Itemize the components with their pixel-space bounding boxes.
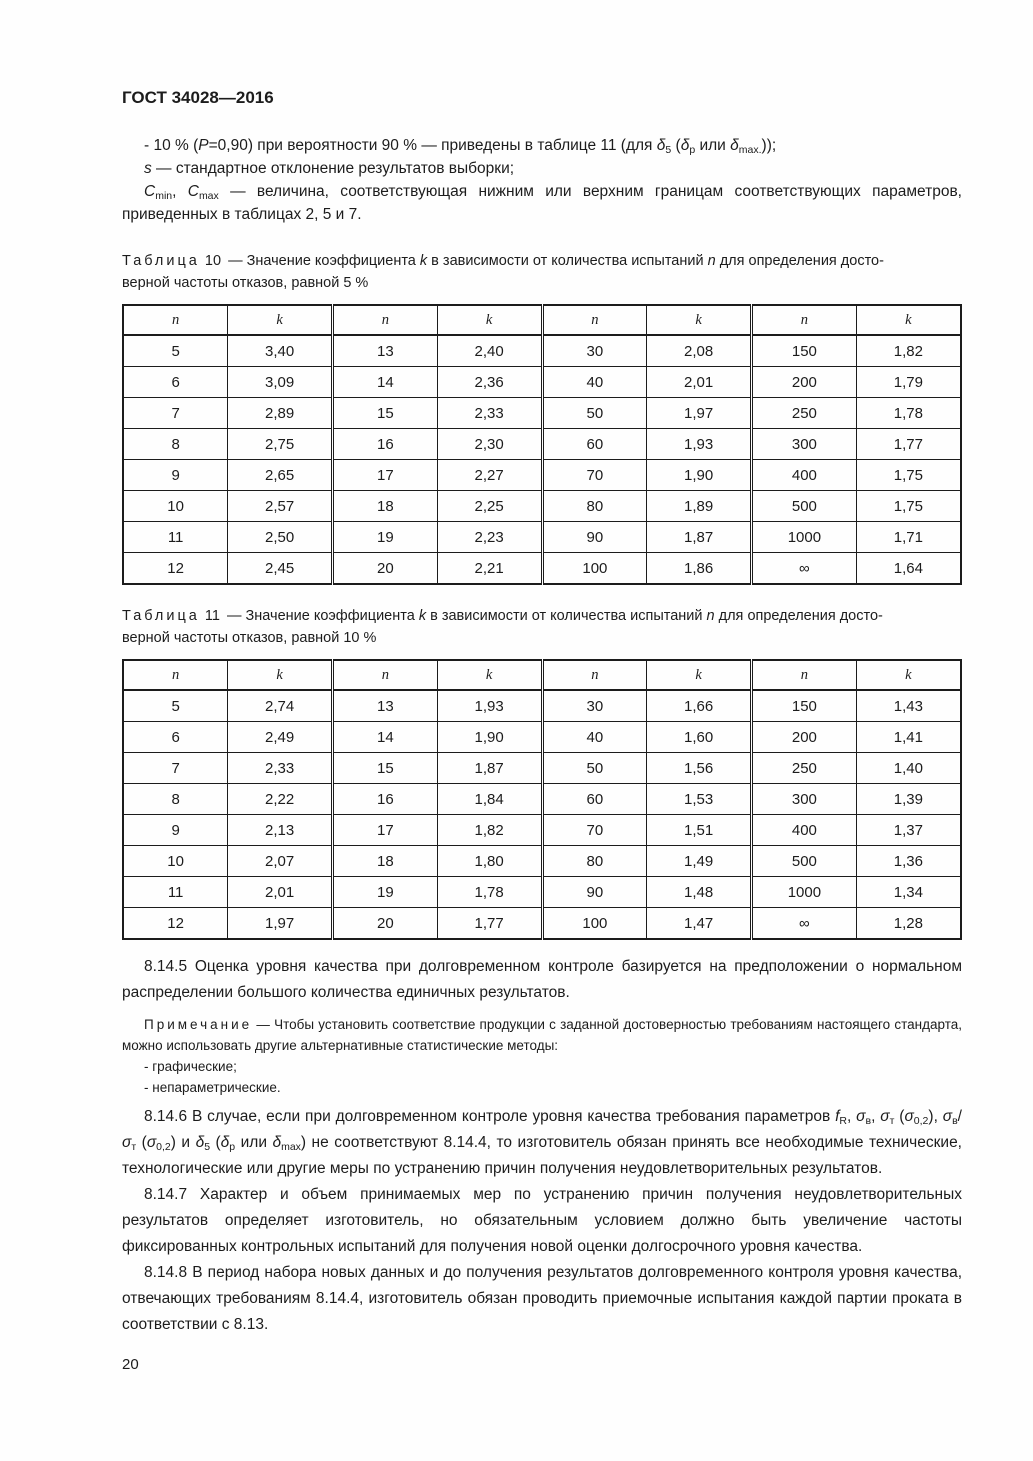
cell-k: 1,89 bbox=[647, 491, 752, 522]
cell-n: 5 bbox=[123, 690, 228, 722]
cell-k: 1,77 bbox=[437, 908, 542, 940]
cell-n: 18 bbox=[333, 491, 438, 522]
table-row bbox=[123, 690, 961, 722]
cell-n: 11 bbox=[123, 522, 228, 553]
cell-k: 2,57 bbox=[228, 491, 333, 522]
table-row bbox=[123, 367, 961, 398]
cell-k: 1,43 bbox=[856, 690, 961, 722]
cell-n: 250 bbox=[752, 753, 857, 784]
cell-n: 1000 bbox=[752, 877, 857, 908]
cell-k: 2,89 bbox=[228, 398, 333, 429]
cell-k: 1,80 bbox=[437, 846, 542, 877]
doc-header: ГОСТ 34028—2016 bbox=[122, 88, 274, 107]
cell-n: 15 bbox=[333, 398, 438, 429]
cell-n: ∞ bbox=[752, 553, 857, 585]
cell-n: 13 bbox=[333, 335, 438, 367]
table-row bbox=[123, 784, 961, 815]
cell-k: 2,50 bbox=[228, 522, 333, 553]
cell-k: 2,13 bbox=[228, 815, 333, 846]
cell-n: 150 bbox=[752, 690, 857, 722]
cell-n: 20 bbox=[333, 908, 438, 940]
cell-n: 9 bbox=[123, 460, 228, 491]
table-row bbox=[123, 553, 961, 585]
table10-caption-label: Таблица bbox=[122, 253, 200, 269]
cell-k: 1,53 bbox=[647, 784, 752, 815]
data-table-11 bbox=[122, 659, 962, 940]
table-row bbox=[123, 460, 961, 491]
table11-caption-number: 11 bbox=[204, 608, 220, 624]
cell-k: 1,93 bbox=[647, 429, 752, 460]
cell-n: 400 bbox=[752, 815, 857, 846]
cell-n: 17 bbox=[333, 815, 438, 846]
body-text bbox=[122, 954, 962, 1338]
cell-k: 1,36 bbox=[856, 846, 961, 877]
cell-n: 50 bbox=[542, 398, 647, 429]
intro-block bbox=[122, 134, 962, 226]
cell-k: 1,78 bbox=[437, 877, 542, 908]
table-row bbox=[123, 398, 961, 429]
note-text: — Чтобы установить соответствие продукции с заданной достоверностью требованиям настоящего стандарта, можно использовать другие альтернативные статистические методы: bbox=[122, 1017, 962, 1053]
col-header-k: k bbox=[647, 660, 752, 690]
cell-k: 3,09 bbox=[228, 367, 333, 398]
cell-k: 2,22 bbox=[228, 784, 333, 815]
cell-k: 1,48 bbox=[647, 877, 752, 908]
cell-k: 1,64 bbox=[856, 553, 961, 585]
cell-k: 1,66 bbox=[647, 690, 752, 722]
cell-n: 8 bbox=[123, 429, 228, 460]
table10-caption-text2: верной частоты отказов, равной 5 % bbox=[122, 275, 369, 291]
table-row bbox=[123, 429, 961, 460]
cell-n: 40 bbox=[542, 722, 647, 753]
cell-n: 5 bbox=[123, 335, 228, 367]
table-row bbox=[123, 753, 961, 784]
cell-n: 500 bbox=[752, 846, 857, 877]
cell-k: 2,25 bbox=[437, 491, 542, 522]
cell-n: 400 bbox=[752, 460, 857, 491]
cell-n: 12 bbox=[123, 908, 228, 940]
table-row bbox=[123, 722, 961, 753]
table-row bbox=[123, 815, 961, 846]
col-header-n: n bbox=[542, 305, 647, 335]
cell-k: 2,75 bbox=[228, 429, 333, 460]
cell-n: 10 bbox=[123, 491, 228, 522]
col-header-k: k bbox=[437, 305, 542, 335]
cell-k: 2,01 bbox=[647, 367, 752, 398]
intro-line-2: s — стандартное отклонение результатов выборки; bbox=[144, 160, 515, 177]
cell-k: 2,65 bbox=[228, 460, 333, 491]
cell-k: 2,49 bbox=[228, 722, 333, 753]
cell-k: 1,75 bbox=[856, 491, 961, 522]
cell-n: 19 bbox=[333, 522, 438, 553]
col-header-k: k bbox=[647, 305, 752, 335]
col-header-k: k bbox=[228, 305, 333, 335]
table-row bbox=[123, 335, 961, 367]
cell-n: 16 bbox=[333, 784, 438, 815]
paragraph-8-14-8: 8.14.8 В период набора новых данных и до получения результатов долговременного контроля уровня качества, отвечающих требованиям 8.14.4, изготовитель обязан проводить приемочные испытания каждой партии проката в соответствии с 8.13. bbox=[122, 1264, 962, 1333]
cell-n: 90 bbox=[542, 522, 647, 553]
cell-k: 2,23 bbox=[437, 522, 542, 553]
cell-k: 1,34 bbox=[856, 877, 961, 908]
cell-n: 13 bbox=[333, 690, 438, 722]
table-row bbox=[123, 877, 961, 908]
cell-k: 1,47 bbox=[647, 908, 752, 940]
col-header-n: n bbox=[542, 660, 647, 690]
note-item-1: - графические; bbox=[144, 1059, 237, 1074]
cell-k: 2,30 bbox=[437, 429, 542, 460]
cell-n: 14 bbox=[333, 722, 438, 753]
table10-caption-number: 10 bbox=[204, 253, 222, 269]
cell-n: 60 bbox=[542, 429, 647, 460]
cell-n: 30 bbox=[542, 690, 647, 722]
cell-n: 7 bbox=[123, 753, 228, 784]
table11-caption-label: Таблица bbox=[122, 608, 200, 624]
cell-k: 1,51 bbox=[647, 815, 752, 846]
cell-n: 50 bbox=[542, 753, 647, 784]
table11-caption-text: — Значение коэффициента k в зависимости от количества испытаний n для определения досто- bbox=[226, 608, 883, 624]
cell-k: 1,97 bbox=[228, 908, 333, 940]
cell-k: 2,74 bbox=[228, 690, 333, 722]
cell-n: 60 bbox=[542, 784, 647, 815]
note-label: Примечание bbox=[144, 1017, 253, 1032]
cell-k: 1,86 bbox=[647, 553, 752, 585]
cell-n: 100 bbox=[542, 553, 647, 585]
cell-k: 1,49 bbox=[647, 846, 752, 877]
cell-n: 80 bbox=[542, 846, 647, 877]
paragraph-8-14-7: 8.14.7 Характер и объем принимаемых мер по устранению причин получения неудовлетворительных результатов определяет изготовитель, но обязательным условием должно быть увеличение частоты фиксированных контрольных испытаний для получения новой оценки долгосрочного уровня качества. bbox=[122, 1186, 962, 1255]
paragraph-8-14-6: 8.14.6 В случае, если при долговременном контроле уровня качества требования параметров $f_R$, $\sigma_в$, $\sigma_т$ $(\sigma_{0,2})$, $\sigma_в/\sigma_т$ $(\sigma_{0,2})$ и $\delta_5$ ($\delta_p$ или $\delta_{max}$) не соответствуют 8.14.4, то изготовитель обязан принять все необходимые технические, технологические или другие меры по устранению причин получения неудовлетворительных результатов. bbox=[122, 1108, 962, 1177]
cell-n: 500 bbox=[752, 491, 857, 522]
cell-n: 80 bbox=[542, 491, 647, 522]
cell-k: 1,71 bbox=[856, 522, 961, 553]
cell-k: 1,37 bbox=[856, 815, 961, 846]
table11-caption-text2: верной частоты отказов, равной 10 % bbox=[122, 630, 377, 646]
cell-k: 2,07 bbox=[228, 846, 333, 877]
cell-n: 40 bbox=[542, 367, 647, 398]
cell-n: 14 bbox=[333, 367, 438, 398]
col-header-k: k bbox=[437, 660, 542, 690]
table-row bbox=[123, 846, 961, 877]
cell-k: 1,82 bbox=[856, 335, 961, 367]
page-number: 20 bbox=[122, 1356, 139, 1373]
cell-k: 1,82 bbox=[437, 815, 542, 846]
cell-k: 2,08 bbox=[647, 335, 752, 367]
cell-k: 1,39 bbox=[856, 784, 961, 815]
cell-n: 10 bbox=[123, 846, 228, 877]
cell-k: 1,97 bbox=[647, 398, 752, 429]
cell-k: 2,45 bbox=[228, 553, 333, 585]
col-header-n: n bbox=[752, 660, 857, 690]
cell-n: 8 bbox=[123, 784, 228, 815]
col-header-n: n bbox=[333, 660, 438, 690]
cell-k: 1,90 bbox=[437, 722, 542, 753]
table10-caption-text: — Значение коэффициента k в зависимости от количества испытаний n для определения досто- bbox=[228, 253, 884, 269]
cell-k: 1,87 bbox=[647, 522, 752, 553]
cell-k: 2,01 bbox=[228, 877, 333, 908]
cell-n: 1000 bbox=[752, 522, 857, 553]
cell-k: 1,78 bbox=[856, 398, 961, 429]
col-header-n: n bbox=[752, 305, 857, 335]
cell-k: 1,28 bbox=[856, 908, 961, 940]
cell-k: 1,77 bbox=[856, 429, 961, 460]
cell-n: ∞ bbox=[752, 908, 857, 940]
cell-n: 16 bbox=[333, 429, 438, 460]
cell-n: 19 bbox=[333, 877, 438, 908]
cell-n: 30 bbox=[542, 335, 647, 367]
cell-k: 1,60 bbox=[647, 722, 752, 753]
cell-k: 1,56 bbox=[647, 753, 752, 784]
paragraph-8-14-5: 8.14.5 Оценка уровня качества при долговременном контроле базируется на предположении о нормальном распределении большого количества единичных результатов. bbox=[122, 958, 962, 1001]
cell-n: 100 bbox=[542, 908, 647, 940]
table10-caption bbox=[122, 250, 962, 294]
cell-k: 1,90 bbox=[647, 460, 752, 491]
cell-k: 2,36 bbox=[437, 367, 542, 398]
cell-n: 200 bbox=[752, 722, 857, 753]
cell-n: 6 bbox=[123, 722, 228, 753]
intro-line-3: $C_{min}$, $C_{max}$ — величина, соответствующая нижним или верхним границам соответствующих параметров, приведенных в таблицах 2, 5 и 7. bbox=[122, 183, 962, 223]
cell-n: 200 bbox=[752, 367, 857, 398]
data-table-10 bbox=[122, 304, 962, 585]
intro-line-1: - 10 % (P=0,90) при вероятности 90 % — приведены в таблице 11 (для $\delta_5$ ($\delta_p$ или $\delta_{max.}$)); bbox=[144, 137, 777, 156]
cell-n: 11 bbox=[123, 877, 228, 908]
col-header-n: n bbox=[123, 305, 228, 335]
table-row bbox=[123, 908, 961, 940]
col-header-k: k bbox=[856, 660, 961, 690]
cell-n: 15 bbox=[333, 753, 438, 784]
cell-n: 20 bbox=[333, 553, 438, 585]
cell-n: 150 bbox=[752, 335, 857, 367]
cell-k: 2,40 bbox=[437, 335, 542, 367]
cell-k: 2,27 bbox=[437, 460, 542, 491]
table-row bbox=[123, 491, 961, 522]
table-header-row bbox=[123, 305, 961, 335]
table-row bbox=[123, 522, 961, 553]
cell-k: 2,21 bbox=[437, 553, 542, 585]
col-header-n: n bbox=[123, 660, 228, 690]
cell-k: 1,41 bbox=[856, 722, 961, 753]
cell-k: 2,33 bbox=[228, 753, 333, 784]
note-block bbox=[122, 1014, 962, 1098]
cell-n: 18 bbox=[333, 846, 438, 877]
col-header-n: n bbox=[333, 305, 438, 335]
cell-n: 6 bbox=[123, 367, 228, 398]
cell-k: 2,33 bbox=[437, 398, 542, 429]
cell-n: 70 bbox=[542, 815, 647, 846]
note-item-2: - непараметрические. bbox=[144, 1080, 281, 1095]
cell-k: 1,84 bbox=[437, 784, 542, 815]
col-header-k: k bbox=[856, 305, 961, 335]
cell-n: 7 bbox=[123, 398, 228, 429]
cell-n: 70 bbox=[542, 460, 647, 491]
cell-k: 1,87 bbox=[437, 753, 542, 784]
cell-n: 300 bbox=[752, 429, 857, 460]
col-header-k: k bbox=[228, 660, 333, 690]
cell-n: 12 bbox=[123, 553, 228, 585]
cell-k: 1,93 bbox=[437, 690, 542, 722]
cell-n: 9 bbox=[123, 815, 228, 846]
table11-caption bbox=[122, 605, 962, 649]
cell-k: 3,40 bbox=[228, 335, 333, 367]
cell-n: 17 bbox=[333, 460, 438, 491]
table-header-row bbox=[123, 660, 961, 690]
cell-k: 1,79 bbox=[856, 367, 961, 398]
cell-n: 250 bbox=[752, 398, 857, 429]
cell-n: 300 bbox=[752, 784, 857, 815]
note-paragraph bbox=[122, 1014, 962, 1056]
cell-n: 90 bbox=[542, 877, 647, 908]
cell-k: 1,75 bbox=[856, 460, 961, 491]
cell-k: 1,40 bbox=[856, 753, 961, 784]
